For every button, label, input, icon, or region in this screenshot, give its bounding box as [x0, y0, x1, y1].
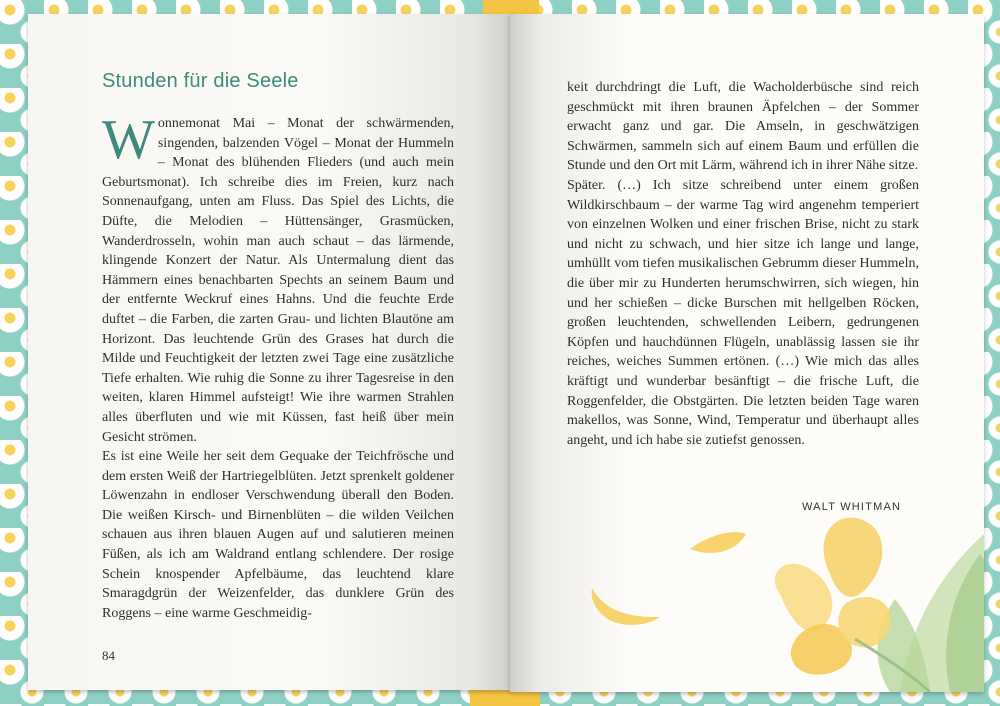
flower-petal [775, 564, 833, 632]
right-text-column [567, 78, 919, 450]
paragraph: Später. (…) Ich sitze schreibend unter einem großen Wildkirschbaum – der warme Tag wird angenehm temperiert von einzelnen Wolken und einer frischen Brise, nicht zu stark und nicht zu schwach, und hier sitze ich lange und lange, umhüllt vom tiefen musikalischen Gebrumm dieser Hummeln, die über mir zu Hunderten herumschwirren, sich wiegen, hin und her schießen – dicke Burschen mit hellgelben Röcken, großen leuchtenden, schwellenden Leibern, gedrungenen Köpfen und hauchdünnen Flügeln, unablässig lassen sie ihr reiches, weiches Summen ertönen. (…) Wie mich das alles kräftigt und wunderbar besänftigt – die frische Luft, die Roggenfelder, die Obstgärten. Die letzten beiden Tage waren makellos, was Sonne, Wind, Temperatur und überhaupt alles angeht, und ich habe sie zutiefst genossen. [567, 177, 919, 448]
chapter-title: Stunden für die Seele [102, 70, 299, 92]
flower-petal [824, 518, 883, 597]
paragraph-text: onnemonat Mai – Monat der schwärmenden, singenden, balzenden Vögel – Monat der Hummeln – Monat des blühenden Flieders (und auch mein Geburtsmonat). Ich schreibe dies im Freien, kurz nach Sonnenaufgang, unten am Fluss. Das Spiel des Lichts, die Düfte, die Melodien – Hüttensänger, Grasmücken, Wanderdrosseln, wohin man auch schaut – das lärmende, klingende Konzert der Natur. Als Untermalung dient das Hämmern eines benachbarten Spechts an seinem Baum und der entfernte Weckruf eines Hahns. Und die feuchte Erde duftet – die Farben, die zarten Grau- und lichten Blautöne am Horizont. Das leuchtende Grün des Grases hat durch die Milde und Feuchtigkeit der letzten zwei Tage eine zusätzliche Tiefe erhalten. Wie ruhig die Sonne zu ihrer Tagesreise in den weiten, klaren Himmel aufsteigt! Wie ihre warmen Strahlen alles überfluten und wie mit Küssen, fast heiß über mein Gesicht strömen. [102, 116, 454, 445]
floating-petal [690, 532, 746, 553]
paragraph [102, 109, 454, 447]
paragraph: Es ist eine Weile her seit dem Gequake der Teichfrösche und dem ersten Weiß der Hartriegelblüten. Jetzt sprenkelt goldener Löwenzahn in endloser Verschwendung überall den Boden. Die weißen Kirsch- und Birnenblüten – die wilden Veilchen schauen aus ihren blauen Augen auf und salutieren meinen Füßen, als ich am Waldrand entlang schlendere. Der rosige Schein knospender Apfelbäume, das leuchtend klare Smaragdgrün der Weizenfelder, das dunklere Grün des Roggens – eine warme Geschmeidig- [102, 449, 454, 621]
left-text-column [102, 109, 454, 623]
page-number: 84 [102, 648, 115, 663]
spine-bottom [470, 690, 540, 706]
floating-petal [592, 588, 660, 625]
drop-cap: W [102, 109, 155, 171]
author-name: WALT WHITMAN [802, 501, 902, 513]
paragraph: keit durchdringt die Luft, die Wacholderbüsche sind reich geschmückt mit ihren braunen Äpfelchen – der Sommer erwacht ganz und gar. Die Amseln, in geschwätzigen Schwärmen, sammeln sich auf einem Baum und erfüllen die Stunde und den Ort mit Lärm, während ich in ihrer Nähe sitze. [567, 80, 919, 174]
